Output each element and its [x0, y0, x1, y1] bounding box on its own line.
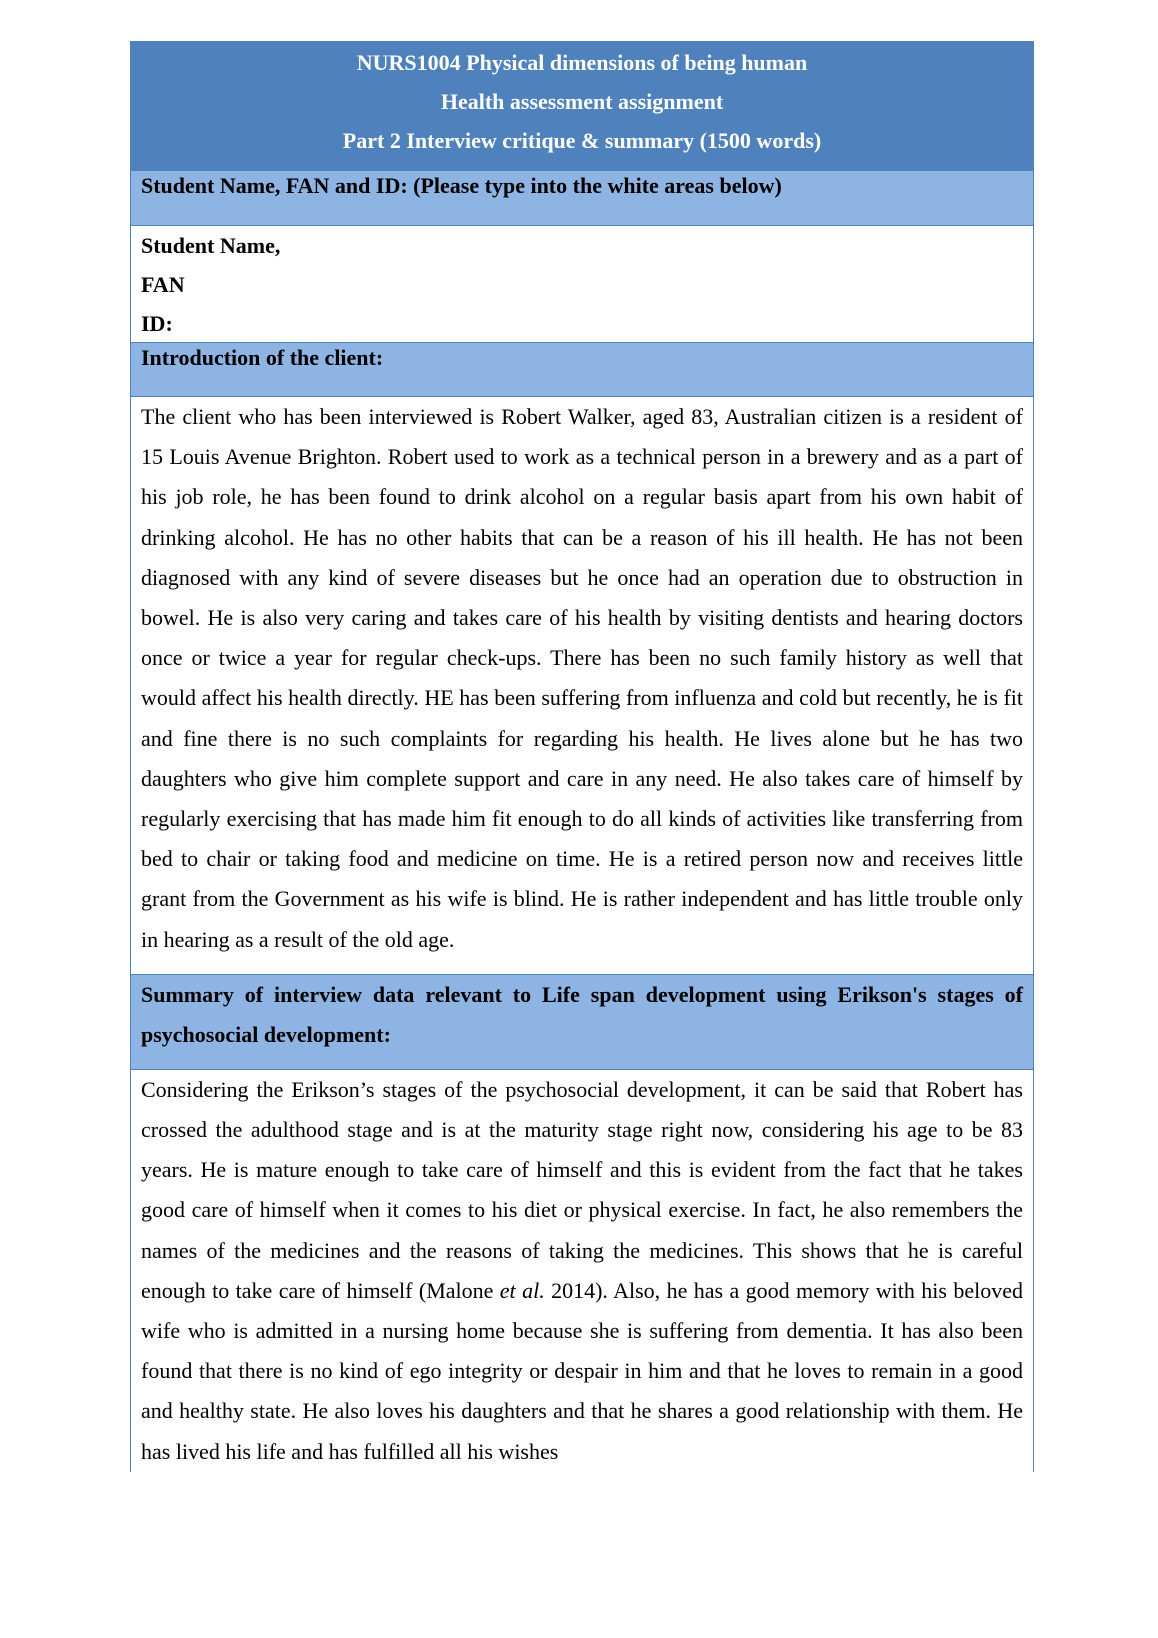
summary-text-part2: 2014). Also, he has a good memory with his beloved wife who is admitted in a nursing home because she is suffering from dementia. It has also been found that there is no kind of ego integrity or despair in him and that he loves to remain in a good and healthy state. He also loves his daughters and that he shares a good relationship with them. He has lived his life and has fulfilled all his wishes [141, 1277, 1023, 1464]
introduction-body[interactable]: The client who has been interviewed is Robert Walker, aged 83, Australian citizen is a resident of 15 Louis Avenue Brighton. Robert used to work as a technical person in a brewery and as a part of his job role, he has been found to drink alcohol on a regular basis apart from his own habit of drinking alcohol. He has no other habits that can be a reason of his ill health. He has not been diagnosed with any kind of severe diseases but he once had an operation due to obstruction in bowel. He is also very caring and takes care of his health by visiting dentists and hearing doctors once or twice a year for regular check-ups. There has been no such family history as well that would affect his health directly. HE has been suffering from influenza and cold but recently, he is fit and fine there is no such complaints for regarding his health. He lives alone but he has two daughters who give him complete support and care in any need. He also takes care of himself by regularly exercising that has made him fit enough to do all kinds of activities like transferring from bed to chair or taking food and medicine on time. He is a retired person now and receives little grant from the Government as his wife is blind. He is rather independent and has little trouble only in hearing as a result of the old age. [131, 397, 1033, 974]
course-title: NURS1004 Physical dimensions of being human [356, 50, 808, 75]
summary-text-part1: Considering the Erikson’s stages of the psychosocial development, it can be said that Robert has crossed the adulthood stage and is at the maturity stage right now, considering his age to be 83 years. He is mature enough to take care of himself and this is evident from the fact that he takes good care of himself when it comes to his diet or physical exercise. In fact, he also remembers the names of the medicines and the reasons of taking the medicines. This shows that he is careful enough to take care of himself (Malone [141, 1076, 1023, 1303]
id-label[interactable]: ID: [141, 311, 173, 336]
student-name-label[interactable]: Student Name, [141, 233, 281, 258]
citation-et-al: et al. [499, 1277, 545, 1303]
assignment-title: Health assessment assignment [440, 89, 724, 114]
assignment-part-title: Part 2 Interview critique & summary (1500 words) [342, 128, 822, 153]
fan-label[interactable]: FAN [141, 272, 185, 297]
summary-heading: Summary of interview data relevant to Life span development using Erikson's stages of psychosocial development: [131, 974, 1033, 1070]
document-header [131, 42, 1033, 171]
student-details-heading: Student Name, FAN and ID: (Please type into the white areas below) [131, 171, 1033, 226]
summary-body[interactable] [131, 1070, 1033, 1472]
introduction-heading: Introduction of the client: [131, 342, 1033, 397]
student-details-fields [131, 226, 1033, 342]
assignment-table [130, 41, 1034, 1472]
